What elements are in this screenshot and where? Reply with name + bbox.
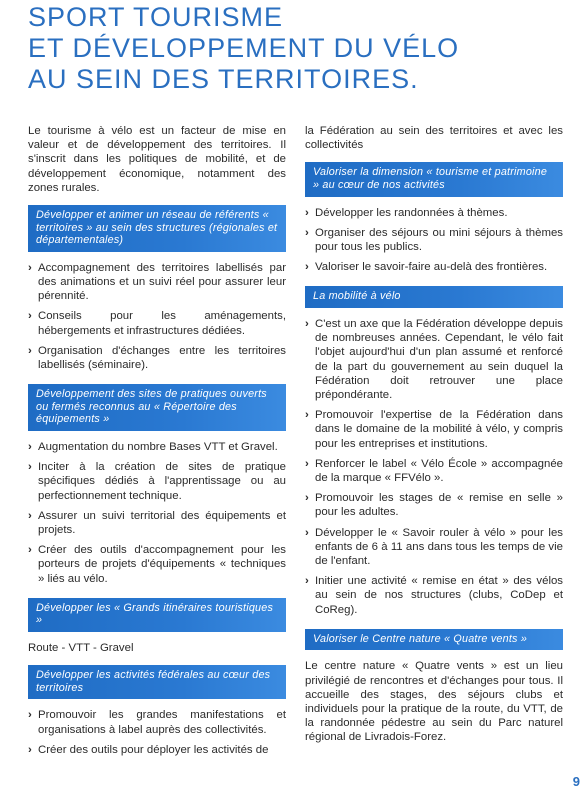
chevron-right-icon: › (28, 344, 32, 357)
chevron-right-icon: › (305, 492, 309, 505)
chevron-right-icon: › (305, 575, 309, 588)
list-item: › Organiser des séjours ou mini séjours à thèmes pour tous les publics. (305, 226, 563, 253)
list-item: › Accompagnement des territoires labellisés par des animations et un suivi réel pour assurer leur pérennité. (28, 261, 286, 303)
section-heading-patrimoine: Valoriser la dimension « tourisme et patrimoine » au cœur de nos activités (305, 162, 563, 196)
section-heading-centre-nature: Valoriser le Centre nature « Quatre vents » (305, 629, 563, 651)
chevron-right-icon: › (305, 457, 309, 470)
list-item: › Augmentation du nombre Bases VTT et Gravel. (28, 441, 278, 453)
chevron-right-icon: › (305, 318, 309, 330)
chevron-right-icon: › (28, 441, 32, 453)
list-item: › Promouvoir les stages de « remise en selle » pour les adultes. (305, 492, 563, 519)
chevron-right-icon: › (28, 261, 32, 274)
list-item: › Renforcer le label « Vélo École » accompagnée de la marque « FFVélo ». (305, 457, 563, 485)
chevron-right-icon: › (28, 709, 32, 722)
left-column (28, 124, 286, 763)
list-item: › Créer des outils pour déployer les activités de (28, 743, 269, 756)
chevron-right-icon: › (28, 544, 32, 557)
list-item: › Promouvoir l'expertise de la Fédération dans dans le domaine de la mobilité à vélo, y compris pour les entreprises et institutions. (305, 409, 563, 450)
section-heading-sites: Développement des sites de pratiques ouverts ou fermés reconnus au « Répertoire des équipements » (28, 384, 286, 431)
itineraires-text: Route - VTT - Gravel (28, 642, 134, 655)
chevron-right-icon: › (28, 310, 32, 323)
page-title (28, 2, 568, 95)
chevron-right-icon: › (305, 409, 309, 422)
chevron-right-icon: › (28, 509, 32, 522)
section-heading-mobilite: La mobilité à vélo (305, 286, 563, 308)
right-column (305, 124, 563, 755)
section-heading-itineraires: Développer les « Grands itinéraires touristiques » (28, 598, 286, 632)
list-item: › Créer des outils d'accompagnement pour les porteurs de projets d'équipements « techniques » liés au vélo. (28, 544, 286, 585)
list-item: › Promouvoir les grandes manifestations et organisations à label auprès des collectivités. (28, 709, 286, 736)
list-item: › Initier une activité « remise en état » des vélos au sein de nos structures (clubs, CoDep et CoReg). (305, 575, 563, 616)
list-item: › Assurer un suivi territorial des équipements et projets. (28, 509, 286, 537)
section-heading-referents: Développer et animer un réseau de référents « territoires » au sein des structures (régionales et départementales) (28, 205, 286, 252)
intro-paragraph: Le tourisme à vélo est un facteur de mise en valeur et de développement des territoires. Il s'inscrit dans les politiques de mobilité, et de développement économique, notamment des zones rurales. (28, 125, 286, 194)
chevron-right-icon: › (305, 526, 309, 539)
continuation-text: la Fédération au sein des territoires et avec les collectivités (305, 125, 563, 152)
chevron-right-icon: › (28, 461, 32, 474)
list-item: › C'est un axe que la Fédération développe depuis de nombreuses années. Cependant, le vélo fait l'objet aujourd'hui d'un plan assumé et renforcé de la part du gouvernement au sein duquel la Fédération doit retrouver une place prépondérante. (305, 318, 563, 402)
title-line-3: AU SEIN DES TERRITOIRES. (28, 64, 419, 94)
chevron-right-icon: › (305, 226, 309, 239)
chevron-right-icon: › (305, 261, 309, 274)
list-item: › Développer le « Savoir rouler à vélo » pour les enfants de 6 à 11 ans dans tous les temps de vie de l'enfant. (305, 526, 563, 568)
list-item: › Valoriser le savoir-faire au-delà des frontières. (305, 261, 548, 274)
title-line-1: SPORT TOURISME (28, 2, 284, 32)
section-heading-activites: Développer les activités fédérales au cœur des territoires (28, 665, 286, 699)
centre-nature-text: Le centre nature « Quatre vents » est un lieu privilégié de rencontres et d'échanges pour tous. Il accueille des stages, des séjours clubs et individuels pour la pratique de la route, du VTT, de la randonnée pédestre au sein du Parc naturel régional de Livradois-Forez. (305, 660, 563, 744)
title-line-2: ET DÉVELOPPEMENT DU VÉLO (28, 33, 460, 63)
list-item: › Organisation d'échanges entre les territoires labellisés (séminaire). (28, 344, 286, 372)
page-number: 9 (572, 774, 580, 789)
list-item: › Conseils pour les aménagements, hébergements et infrastructures dédiées. (28, 310, 286, 337)
chevron-right-icon: › (28, 743, 32, 756)
list-item: › Inciter à la création de sites de pratique spécifiques dédiés à l'apprentissage ou au perfectionnement technique. (28, 461, 286, 502)
list-item: › Développer les randonnées à thèmes. (305, 206, 508, 219)
chevron-right-icon: › (305, 206, 309, 219)
